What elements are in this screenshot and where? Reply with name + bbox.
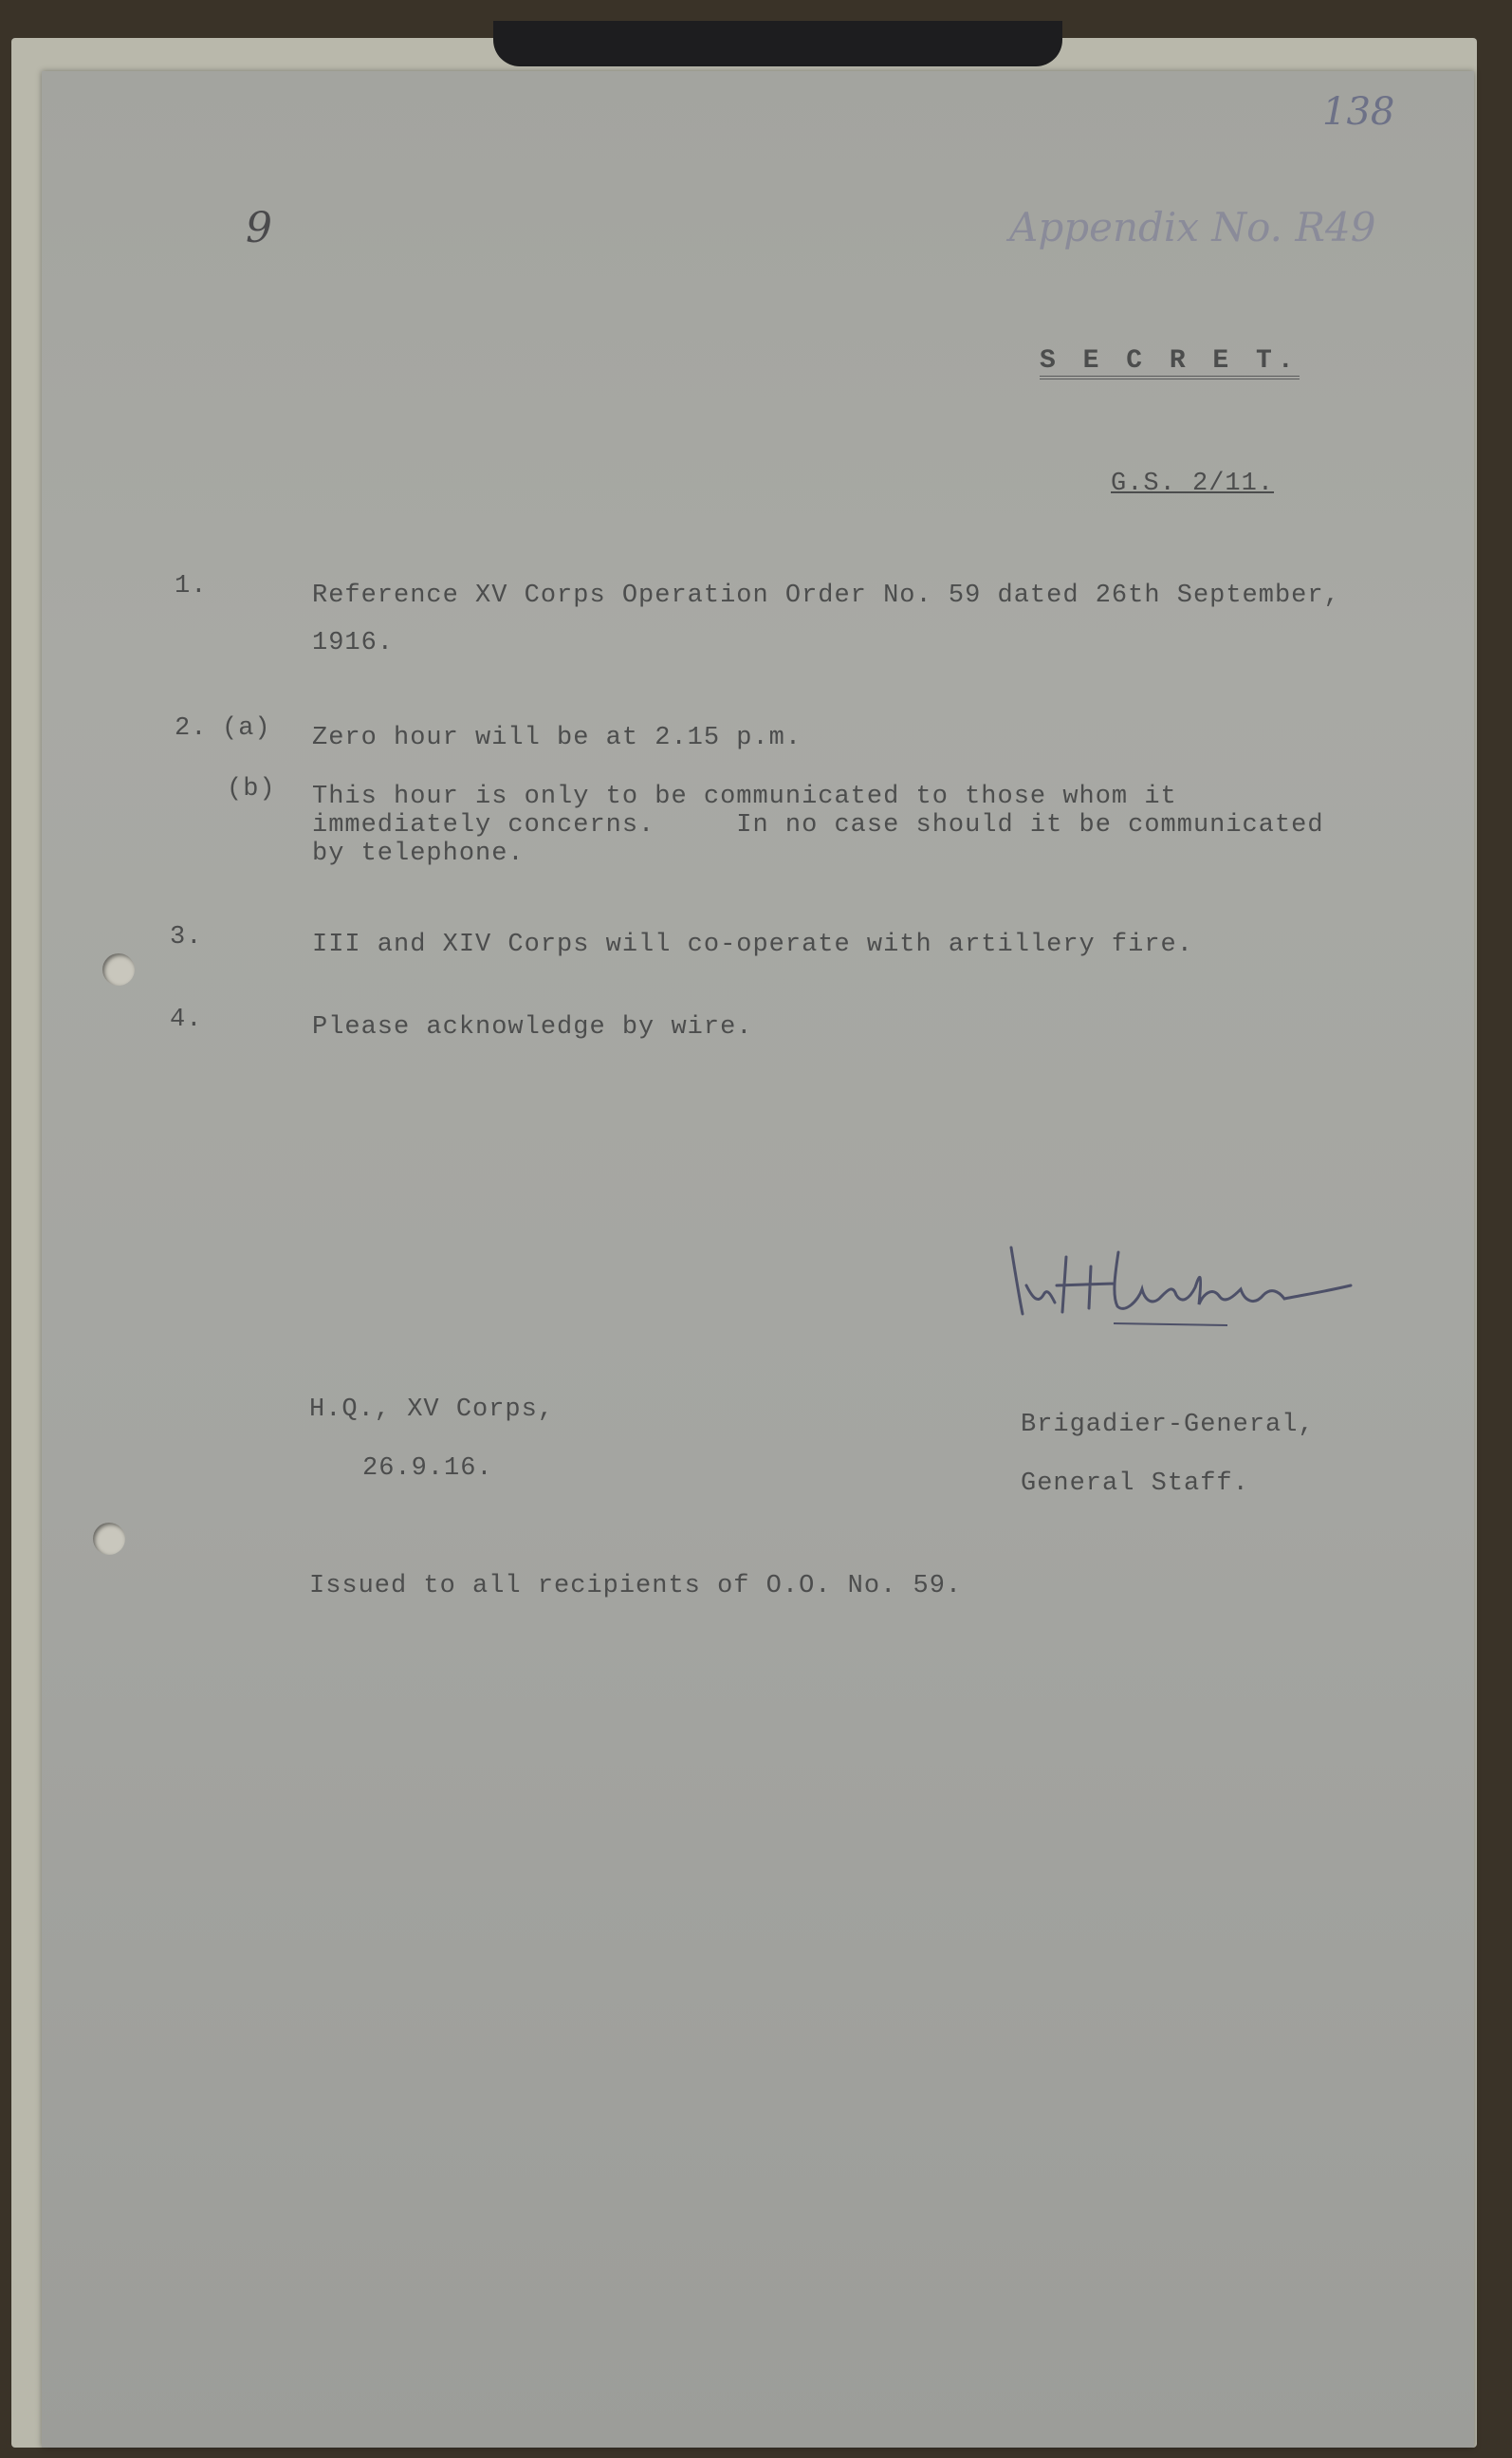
para-2-number: 2. <box>175 714 208 743</box>
document-date: 26.9.16. <box>362 1454 493 1483</box>
folio-number: 138 <box>1322 90 1395 134</box>
issued-note: Issued to all recipients of O.O. No. 59. <box>309 1572 963 1600</box>
para-4-number: 4. <box>170 1006 203 1034</box>
para-4-line-1: Please acknowledge by wire. <box>312 1013 753 1042</box>
punch-hole-top <box>102 953 135 986</box>
document-page <box>42 71 1474 2448</box>
handwritten-signature <box>1000 1229 1398 1333</box>
signatory-rank: Brigadier-General, <box>1021 1411 1315 1439</box>
para-2a-label: (a) <box>222 714 271 743</box>
para-2a-line-1: Zero hour will be at 2.15 p.m. <box>312 724 802 752</box>
para-2b-line-2: immediately concerns. In no case should it be communicated <box>312 811 1324 840</box>
headquarters: H.Q., XV Corps, <box>309 1395 555 1424</box>
para-2b-line-1: This hour is only to be communicated to those whom it <box>312 783 1177 811</box>
para-2b-label: (b) <box>227 775 276 804</box>
para-2b-line-3: by telephone. <box>312 840 525 868</box>
punch-hole-bottom <box>93 1523 125 1555</box>
classification: S E C R E T. <box>1040 346 1300 379</box>
binder-clip <box>493 21 1062 66</box>
signatory-staff: General Staff. <box>1021 1469 1249 1498</box>
page-number: 9 <box>246 204 272 252</box>
para-3-line-1: III and XIV Corps will co-operate with artillery fire. <box>312 931 1193 959</box>
para-1-number: 1. <box>175 572 208 601</box>
para-3-number: 3. <box>170 923 203 952</box>
reference: G.S. 2/11. <box>1111 470 1275 498</box>
para-1-line-1: Reference XV Corps Operation Order No. 59 dated 26th September, <box>312 582 1340 610</box>
para-1-line-2: 1916. <box>312 629 395 657</box>
appendix-number: Appendix No. R49 <box>1009 204 1376 250</box>
